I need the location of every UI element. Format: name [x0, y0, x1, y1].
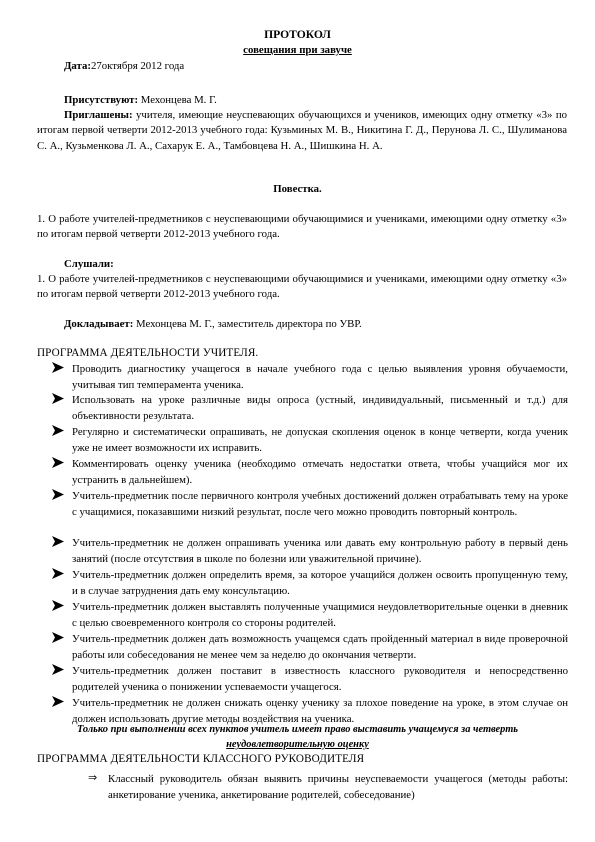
arrow-bullet-icon	[52, 362, 64, 373]
teacher-program-item-text: Учитель-предметник должен выставлять полученные учащимися неудовлетворительные оценки в дневник с целью своевременного контроля со стороны родителей.	[72, 601, 568, 630]
class-teacher-program-item	[88, 771, 568, 805]
teacher-program-item	[52, 488, 568, 537]
date-value: 27октября 2012 года	[90, 60, 185, 72]
arrow-bullet-icon	[52, 393, 64, 404]
teacher-program-item-text: Учитель-предметник должен дать возможность учащемся сдать пройденный материал в виде проверочной работы или собеседования не менее чем за неделю до окончания четверти.	[72, 633, 568, 662]
invited-text: учителя, имеющие неуспевающих обучающихся и учеников, имеющих одну отметку «3» по итогам первой четверти 2012-2013 учебного года: Кузьминых М. В., Никитина Г. Д., Перунова Л. С., Шулиманова С. А., Кузьменкова Л. А., Сахарук Е. А., Тамбовцева Н. А., Шишкина Н. А.	[37, 109, 568, 152]
teacher-program-item-text: Учитель-предметник должен поставит в известность классного руководителя и непосредственно родителей ученика о понижении успеваемости учащегося.	[72, 665, 568, 694]
arrow-bullet-icon	[52, 632, 64, 643]
teacher-program-item-text: Учитель-предметник не должен опрашивать ученика или давать ему контрольную работу в первый день занятий (после отсутствия в школе по болезни или уважительной причине).	[72, 537, 568, 566]
teacher-program-item-text: Использовать на уроке различные виды опроса (устный, индивидуальный, письменный и т.д.) для объективности результата.	[72, 394, 568, 423]
teacher-program-item	[52, 567, 568, 599]
teacher-program-item	[52, 424, 568, 456]
teacher-program-heading: ПРОГРАММА ДЕЯТЕЛЬНОСТИ УЧИТЕЛЯ.	[37, 347, 259, 359]
arrow-bullet-icon	[52, 489, 64, 500]
heard-item: 1. О работе учителей-предметников с неуспевающими обучающимися и учениками, имеющими одну отметку «3» по итогам первой четверти 2012-2013 учебного года.	[37, 273, 567, 301]
class-teacher-program-item-text: Классный руководитель обязан выявить причины неуспеваемости учащегося (методы работы: анкетирование ученика, анкетирование родителей, собеседование)	[108, 773, 568, 802]
class-teacher-program-heading: ПРОГРАММА ДЕЯТЕЛЬНОСТИ КЛАССНОГО РУКОВОДИТЕЛЯ	[37, 753, 365, 765]
teacher-program-item-text: Комментировать оценку ученика (необходимо отмечать недостатки ответа, чтобы учащийся мог их устранить в дальнейшем).	[72, 458, 568, 487]
present-label: Присутствуют:	[64, 94, 139, 106]
teacher-program-item	[52, 456, 568, 488]
heard-label: Слушали:	[64, 258, 114, 270]
arrow-bullet-icon	[52, 457, 64, 468]
arrow-bullet-icon	[52, 600, 64, 611]
invited-paragraph	[37, 108, 567, 154]
teacher-program-item	[52, 631, 568, 663]
arrow-bullet-icon	[52, 425, 64, 436]
agenda-item: 1. О работе учителей-предметников с неуспевающими обучающимися и учениками, имеющими одну отметку «3» по итогам первой четверти 2012-2013 учебного года.	[37, 213, 567, 241]
present-value: Мехонцева М. Г.	[140, 94, 217, 106]
teacher-program-item-text: Регулярно и систематически опрашивать, не допуская скопления оценок в конце четверти, когда ученик уже не имеет возможности их исправить.	[72, 426, 568, 455]
agenda-heading: Повестка.	[273, 183, 322, 195]
date-label: Дата:	[64, 60, 91, 72]
program-note-line2: неудовлетворительную оценку	[226, 739, 369, 750]
present-line	[64, 94, 217, 106]
teacher-program-item-text: Учитель-предметник должен определить время, за которое учащийся должен освоить пропущенную тему, и в случае затруднения дать ему консультацию.	[72, 569, 568, 598]
teacher-program-item	[52, 599, 568, 631]
arrow-bullet-icon	[52, 568, 64, 579]
speaker-label: Докладывает:	[64, 318, 134, 330]
teacher-program-item	[52, 392, 568, 424]
arrow-bullet-icon	[52, 664, 64, 675]
teacher-program-item-text: Учитель-предметник после первичного контроля учебных достижений должен отрабатывать тему на уроке с учащимися, показавшими низкий результат, после чего можно проводить повторный контроль.	[72, 490, 568, 519]
program-note-line1: Только при выполнении всех пунктов учитель имеет право выставить учащемуся за четверть	[76, 724, 519, 735]
document-subtitle: совещания при завуче	[243, 44, 352, 56]
teacher-program-item-text: Учитель-предметник не должен снижать оценку ученику за плохое поведение на уроке, в этом случае он должен использовать другие методы воздействия на ученика.	[72, 697, 568, 726]
speaker-line	[64, 318, 362, 330]
arrow-bullet-icon	[52, 696, 64, 707]
teacher-program-item	[52, 361, 568, 393]
speaker-value: Мехонцева М. Г., заместитель директора по УВР.	[136, 318, 362, 330]
teacher-program-item	[52, 535, 568, 567]
teacher-program-item	[52, 663, 568, 695]
teacher-program-item-text: Проводить диагностику учащегося в начале учебного года с целью выявления уровня обучаемости, учитывая тип темперамента ученика.	[72, 363, 568, 392]
invited-label: Приглашены:	[64, 109, 133, 121]
teacher-program-item	[52, 695, 568, 727]
arrow-bullet-icon	[52, 536, 64, 547]
implies-arrow-icon: ⇒	[88, 772, 98, 784]
document-title: ПРОТОКОЛ	[264, 28, 331, 41]
meeting-date	[64, 60, 184, 72]
